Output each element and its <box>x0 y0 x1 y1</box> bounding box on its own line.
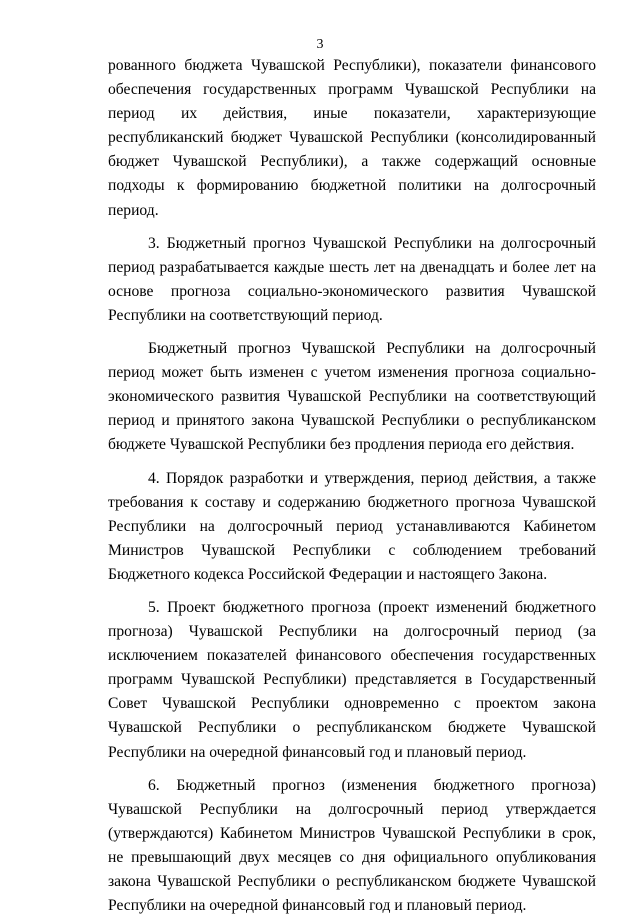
page-number: 3 <box>316 37 324 52</box>
document-body <box>108 54 596 918</box>
paragraph-item-3: 3. Бюджетный прогноз Чувашской Республики на долгосрочный период разрабатывается каждые шесть лет на двенадцать и более лет на основе прогноза социально-экономического развития Чувашской Республики на соответствующий период. <box>108 234 596 324</box>
paragraph-item-3-change: Бюджетный прогноз Чувашской Республики на долгосрочный период может быть изменен с учетом изменения прогноза социально-экономического развития Чувашской Республики на соответствующий период и принятого закона Чувашской Республики о республиканском бюджете Чувашской Республики без продления периода его действия. <box>108 340 596 454</box>
paragraph-item-4: 4. Порядок разработки и утверждения, период действия, а также требования к составу и содержанию бюджетного прогноза Чувашской Республики на долгосрочный период устанавливаются Кабинетом Министров Чувашской Республики с соблюдением требований Бюджетного кодекса Российской Федерации и настоящего Закона. <box>108 469 596 583</box>
paragraph-continuation: рованного бюджета Чувашской Республики), показатели финансового обеспечения государственных программ Чувашской Республики на период их действия, иные показатели, характеризующие республиканский бюджет Чувашской Республики (консолидированный бюджет Чувашской Республики), а также содержащий основные подходы к формированию бюджетной политики на долгосрочный период. <box>108 57 596 219</box>
paragraph-item-5: 5. Проект бюджетного прогноза (проект изменений бюджетного прогноза) Чувашской Республики на долгосрочный период (за исключением показателей финансового обеспечения государственных программ Чувашской Республики) представляется в Государственный Совет Чувашской Республики одновременно с проектом закона Чувашской Республики о республиканском бюджете Чувашской Республики на очередной финансовый год и плановый период. <box>108 598 596 761</box>
paragraph-item-6: 6. Бюджетный прогноз (изменения бюджетного прогноза) Чувашской Республики на долгосрочный период утверждается (утверждаются) Кабинетом Министров Чувашской Республики в срок, не превышающий двух месяцев со дня официального опубликования закона Чувашской Республики о республиканском бюджете Чувашской Республики на очередной финансовый год и плановый период. <box>108 776 596 915</box>
